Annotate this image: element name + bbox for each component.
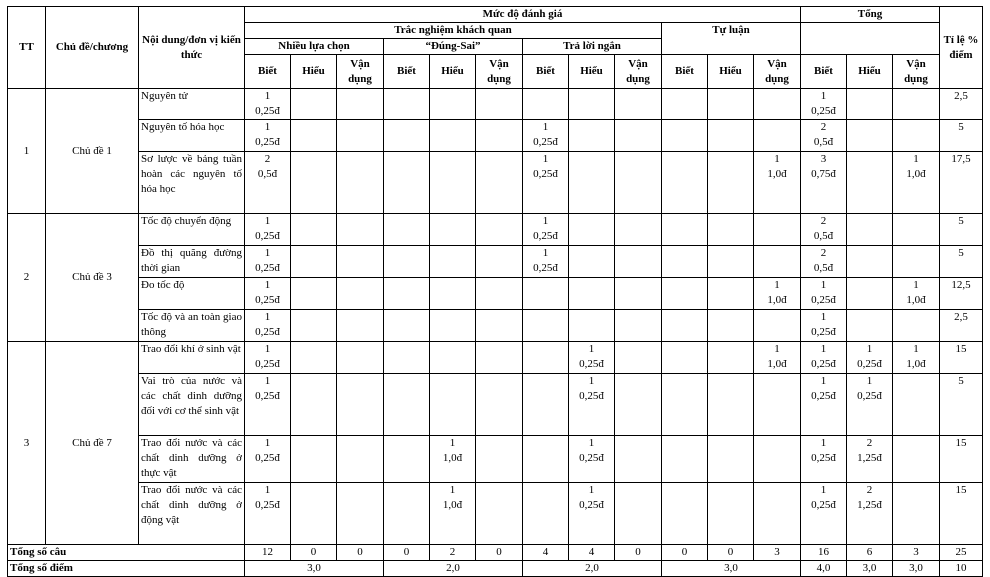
score-cell: 1 0,25đ (523, 214, 569, 246)
score-cell (615, 120, 662, 152)
score-cell (430, 310, 476, 342)
score-cell (847, 89, 893, 120)
score-cell (569, 246, 615, 278)
score-cell (847, 278, 893, 310)
score-cell: 1 0,25đ (245, 246, 291, 278)
topic-name: Chủ đề 3 (46, 214, 139, 342)
score-cell: 3 0,75đ (801, 152, 847, 214)
content-row (8, 89, 983, 120)
score-cell (708, 152, 754, 214)
content-row (8, 483, 983, 545)
header-level-hieu: Hiểu (430, 55, 476, 89)
score-cell (476, 152, 523, 214)
topic-name: Chủ đề 7 (46, 342, 139, 545)
header-level-biet: Biết (384, 55, 430, 89)
score-cell (847, 214, 893, 246)
score-cell (708, 278, 754, 310)
content-unit: Sơ lược về bảng tuần hoàn các nguyên tố hóa học (139, 152, 245, 214)
score-cell (662, 152, 708, 214)
score-cell (384, 310, 430, 342)
total-points-cell: 3,0 (847, 561, 893, 577)
score-cell (708, 89, 754, 120)
content-unit: Trao đổi nước và các chất dinh dưỡng ở thực vật (139, 436, 245, 483)
score-cell: 1 0,25đ (801, 436, 847, 483)
score-cell (384, 89, 430, 120)
score-cell (615, 246, 662, 278)
header-level-van-dung: Vận dụng (754, 55, 801, 89)
percent-cell: 5 (940, 214, 983, 246)
score-cell: 1 0,25đ (801, 342, 847, 374)
score-cell: 2 0,5đ (801, 120, 847, 152)
score-cell (337, 374, 384, 436)
score-cell (430, 374, 476, 436)
topic-number: 2 (8, 214, 46, 342)
header-tong: Tổng (801, 7, 940, 23)
score-cell (615, 310, 662, 342)
total-points-row (8, 561, 983, 577)
total-questions-cell: 2 (430, 545, 476, 561)
total-questions-cell: 0 (662, 545, 708, 561)
header-tt: TT (8, 7, 46, 89)
score-cell (384, 436, 430, 483)
percent-cell: 5 (940, 374, 983, 436)
score-cell: 1 0,25đ (569, 483, 615, 545)
score-cell (615, 374, 662, 436)
score-cell: 1 1,0đ (430, 483, 476, 545)
score-cell (337, 89, 384, 120)
score-cell: 1 0,25đ (801, 374, 847, 436)
header-chu-de: Chủ đề/chương (46, 7, 139, 89)
score-cell (847, 310, 893, 342)
matrix-totals (8, 545, 983, 577)
score-cell (291, 214, 337, 246)
total-questions-cell: 4 (569, 545, 615, 561)
score-cell (893, 89, 940, 120)
score-cell (430, 342, 476, 374)
score-cell (893, 120, 940, 152)
content-unit: Vai trò của nước và các chất dinh dưỡng đối với cơ thể sinh vật (139, 374, 245, 436)
score-cell: 1 0,25đ (245, 483, 291, 545)
score-cell (569, 152, 615, 214)
score-cell (476, 483, 523, 545)
score-cell (476, 246, 523, 278)
score-cell (754, 120, 801, 152)
total-points-cell: 3,0 (893, 561, 940, 577)
percent-cell: 2,5 (940, 89, 983, 120)
content-unit: Trao đổi khí ở sinh vật (139, 342, 245, 374)
header-level-hieu: Hiểu (847, 55, 893, 89)
total-questions-cell: 3 (893, 545, 940, 561)
score-cell (523, 436, 569, 483)
score-cell (662, 436, 708, 483)
score-cell: 2 0,5đ (801, 246, 847, 278)
score-cell (384, 214, 430, 246)
score-cell: 1 1,0đ (893, 342, 940, 374)
header-level-hieu: Hiểu (291, 55, 337, 89)
content-row (8, 246, 983, 278)
content-unit: Đồ thị quãng đường thời gian (139, 246, 245, 278)
score-cell (476, 214, 523, 246)
score-cell (430, 120, 476, 152)
score-cell (569, 120, 615, 152)
score-cell (754, 483, 801, 545)
score-cell: 1 0,25đ (245, 342, 291, 374)
score-cell (291, 310, 337, 342)
score-cell: 1 0,25đ (569, 342, 615, 374)
score-cell (476, 436, 523, 483)
percent-cell: 5 (940, 246, 983, 278)
content-unit: Trao đổi nước và các chất dinh dưỡng ở động vật (139, 483, 245, 545)
score-cell (847, 152, 893, 214)
content-row (8, 120, 983, 152)
score-cell: 1 0,25đ (847, 342, 893, 374)
score-cell (291, 152, 337, 214)
score-cell: 1 0,25đ (801, 278, 847, 310)
score-cell (384, 152, 430, 214)
percent-cell: 17,5 (940, 152, 983, 214)
score-cell (476, 374, 523, 436)
score-cell (893, 246, 940, 278)
score-cell: 2 1,25đ (847, 483, 893, 545)
matrix-body (8, 89, 983, 545)
score-cell: 1 1,0đ (893, 152, 940, 214)
score-cell (754, 374, 801, 436)
score-cell (476, 89, 523, 120)
score-cell (708, 214, 754, 246)
score-cell (337, 246, 384, 278)
score-cell (893, 374, 940, 436)
total-questions-cell: 0 (337, 545, 384, 561)
score-cell (662, 310, 708, 342)
total-questions-cell: 16 (801, 545, 847, 561)
score-cell (662, 278, 708, 310)
header-tnkq: Trắc nghiệm khách quan (245, 23, 662, 39)
percent-cell: 15 (940, 436, 983, 483)
score-cell (569, 89, 615, 120)
score-cell: 1 0,25đ (523, 152, 569, 214)
header-level-van-dung: Vận dụng (615, 55, 662, 89)
score-cell (523, 374, 569, 436)
score-cell (291, 120, 337, 152)
percent-cell: 2,5 (940, 310, 983, 342)
score-cell (754, 246, 801, 278)
topic-number: 1 (8, 89, 46, 214)
content-row (8, 310, 983, 342)
score-cell: 1 0,25đ (569, 436, 615, 483)
content-row (8, 342, 983, 374)
matrix-wrapper (7, 6, 983, 577)
header-tong-blank (801, 23, 940, 55)
score-cell (615, 214, 662, 246)
total-points-cell: 2,0 (523, 561, 662, 577)
score-cell: 1 0,25đ (801, 483, 847, 545)
content-row (8, 214, 983, 246)
score-cell (615, 152, 662, 214)
total-points-cell: 3,0 (662, 561, 801, 577)
content-unit: Tốc độ chuyển động (139, 214, 245, 246)
header-level-biet: Biết (245, 55, 291, 89)
score-cell: 1 1,0đ (754, 152, 801, 214)
score-cell (893, 483, 940, 545)
score-cell (662, 120, 708, 152)
score-cell (708, 342, 754, 374)
score-cell (708, 246, 754, 278)
score-cell (291, 89, 337, 120)
topic-name: Chủ đề 1 (46, 89, 139, 214)
score-cell (384, 342, 430, 374)
assessment-matrix-table (7, 6, 983, 577)
score-cell (337, 214, 384, 246)
score-cell: 1 0,25đ (245, 436, 291, 483)
total-questions-cell: 4 (523, 545, 569, 561)
score-cell (523, 278, 569, 310)
score-cell (523, 89, 569, 120)
score-cell: 1 1,0đ (430, 436, 476, 483)
score-cell (754, 310, 801, 342)
score-cell (662, 214, 708, 246)
header-nhieu-lua-chon: Nhiều lựa chọn (245, 39, 384, 55)
score-cell (523, 342, 569, 374)
total-questions-cell: 0 (291, 545, 337, 561)
score-cell: 1 0,25đ (245, 278, 291, 310)
score-cell (384, 483, 430, 545)
score-cell (662, 483, 708, 545)
score-cell: 2 1,25đ (847, 436, 893, 483)
score-cell (476, 278, 523, 310)
total-questions-cell: 25 (940, 545, 983, 561)
content-unit: Nguyên tử (139, 89, 245, 120)
score-cell (337, 483, 384, 545)
score-cell (337, 152, 384, 214)
score-cell (615, 483, 662, 545)
score-cell (523, 483, 569, 545)
score-cell (384, 120, 430, 152)
score-cell (569, 214, 615, 246)
score-cell (337, 342, 384, 374)
score-cell (893, 310, 940, 342)
header-dung-sai: “Đúng-Sai” (384, 39, 523, 55)
score-cell (476, 310, 523, 342)
score-cell (662, 342, 708, 374)
score-cell: 1 1,0đ (754, 278, 801, 310)
content-unit: Đo tốc độ (139, 278, 245, 310)
score-cell (430, 246, 476, 278)
percent-cell: 15 (940, 483, 983, 545)
score-cell (291, 436, 337, 483)
header-tra-loi-ngan: Trả lời ngắn (523, 39, 662, 55)
score-cell: 1 0,25đ (245, 310, 291, 342)
content-row (8, 278, 983, 310)
score-cell: 1 0,25đ (801, 310, 847, 342)
score-cell (615, 436, 662, 483)
total-questions-cell: 0 (615, 545, 662, 561)
score-cell (708, 374, 754, 436)
score-cell (569, 278, 615, 310)
score-cell (615, 342, 662, 374)
score-cell: 1 0,25đ (245, 89, 291, 120)
total-points-cell: 4,0 (801, 561, 847, 577)
header-level-van-dung: Vận dụng (337, 55, 384, 89)
score-cell: 2 0,5đ (245, 152, 291, 214)
header-level-biet: Biết (523, 55, 569, 89)
score-cell (291, 483, 337, 545)
score-cell (754, 89, 801, 120)
score-cell (662, 246, 708, 278)
header-level-biet: Biết (801, 55, 847, 89)
content-row (8, 436, 983, 483)
score-cell: 1 0,25đ (245, 374, 291, 436)
score-cell (893, 436, 940, 483)
total-questions-row (8, 545, 983, 561)
percent-cell: 5 (940, 120, 983, 152)
header-level-van-dung: Vận dụng (476, 55, 523, 89)
score-cell (430, 152, 476, 214)
total-questions-cell: 0 (708, 545, 754, 561)
score-cell (708, 310, 754, 342)
content-row (8, 374, 983, 436)
score-cell (662, 374, 708, 436)
score-cell (847, 120, 893, 152)
score-cell (523, 310, 569, 342)
score-cell (291, 374, 337, 436)
score-cell (430, 89, 476, 120)
header-level-van-dung: Vận dụng (893, 55, 940, 89)
score-cell (754, 436, 801, 483)
score-cell: 1 0,25đ (245, 214, 291, 246)
score-cell (615, 89, 662, 120)
header-level-biet: Biết (662, 55, 708, 89)
total-points-cell: 3,0 (245, 561, 384, 577)
score-cell: 1 0,25đ (245, 120, 291, 152)
content-unit: Tốc độ và an toàn giao thông (139, 310, 245, 342)
score-cell (708, 436, 754, 483)
score-cell (337, 278, 384, 310)
score-cell: 1 1,0đ (893, 278, 940, 310)
content-unit: Nguyên tố hóa học (139, 120, 245, 152)
score-cell (337, 120, 384, 152)
total-questions-cell: 6 (847, 545, 893, 561)
total-points-cell: 10 (940, 561, 983, 577)
score-cell: 1 0,25đ (801, 89, 847, 120)
score-cell (615, 278, 662, 310)
score-cell: 2 0,5đ (801, 214, 847, 246)
score-cell (291, 246, 337, 278)
score-cell (476, 120, 523, 152)
total-points-label: Tổng số điểm (8, 561, 245, 577)
score-cell (337, 436, 384, 483)
total-points-cell: 2,0 (384, 561, 523, 577)
score-cell (384, 374, 430, 436)
score-cell: 1 0,25đ (569, 374, 615, 436)
score-cell: 1 0,25đ (523, 120, 569, 152)
header-ti-le: Tỉ lệ % điểm (940, 7, 983, 89)
total-questions-label: Tổng số câu (8, 545, 245, 561)
score-cell (893, 214, 940, 246)
score-cell (754, 214, 801, 246)
total-questions-cell: 0 (384, 545, 430, 561)
score-cell (708, 120, 754, 152)
total-questions-cell: 12 (245, 545, 291, 561)
score-cell (847, 246, 893, 278)
content-row (8, 152, 983, 214)
score-cell: 1 1,0đ (754, 342, 801, 374)
score-cell (569, 310, 615, 342)
score-cell (337, 310, 384, 342)
total-questions-cell: 3 (754, 545, 801, 561)
score-cell (662, 89, 708, 120)
score-cell (291, 278, 337, 310)
score-cell (384, 246, 430, 278)
header-muc-do: Mức độ đánh giá (245, 7, 801, 23)
score-cell (708, 483, 754, 545)
score-cell (384, 278, 430, 310)
score-cell (476, 342, 523, 374)
topic-number: 3 (8, 342, 46, 545)
score-cell: 1 0,25đ (847, 374, 893, 436)
percent-cell: 15 (940, 342, 983, 374)
score-cell: 1 0,25đ (523, 246, 569, 278)
percent-cell: 12,5 (940, 278, 983, 310)
header-level-hieu: Hiểu (708, 55, 754, 89)
score-cell (430, 214, 476, 246)
total-questions-cell: 0 (476, 545, 523, 561)
score-cell (291, 342, 337, 374)
header-noi-dung: Nội dung/đơn vị kiến thức (139, 7, 245, 89)
header-level-hieu: Hiểu (569, 55, 615, 89)
score-cell (430, 278, 476, 310)
header-tu-luan: Tự luận (662, 23, 801, 55)
